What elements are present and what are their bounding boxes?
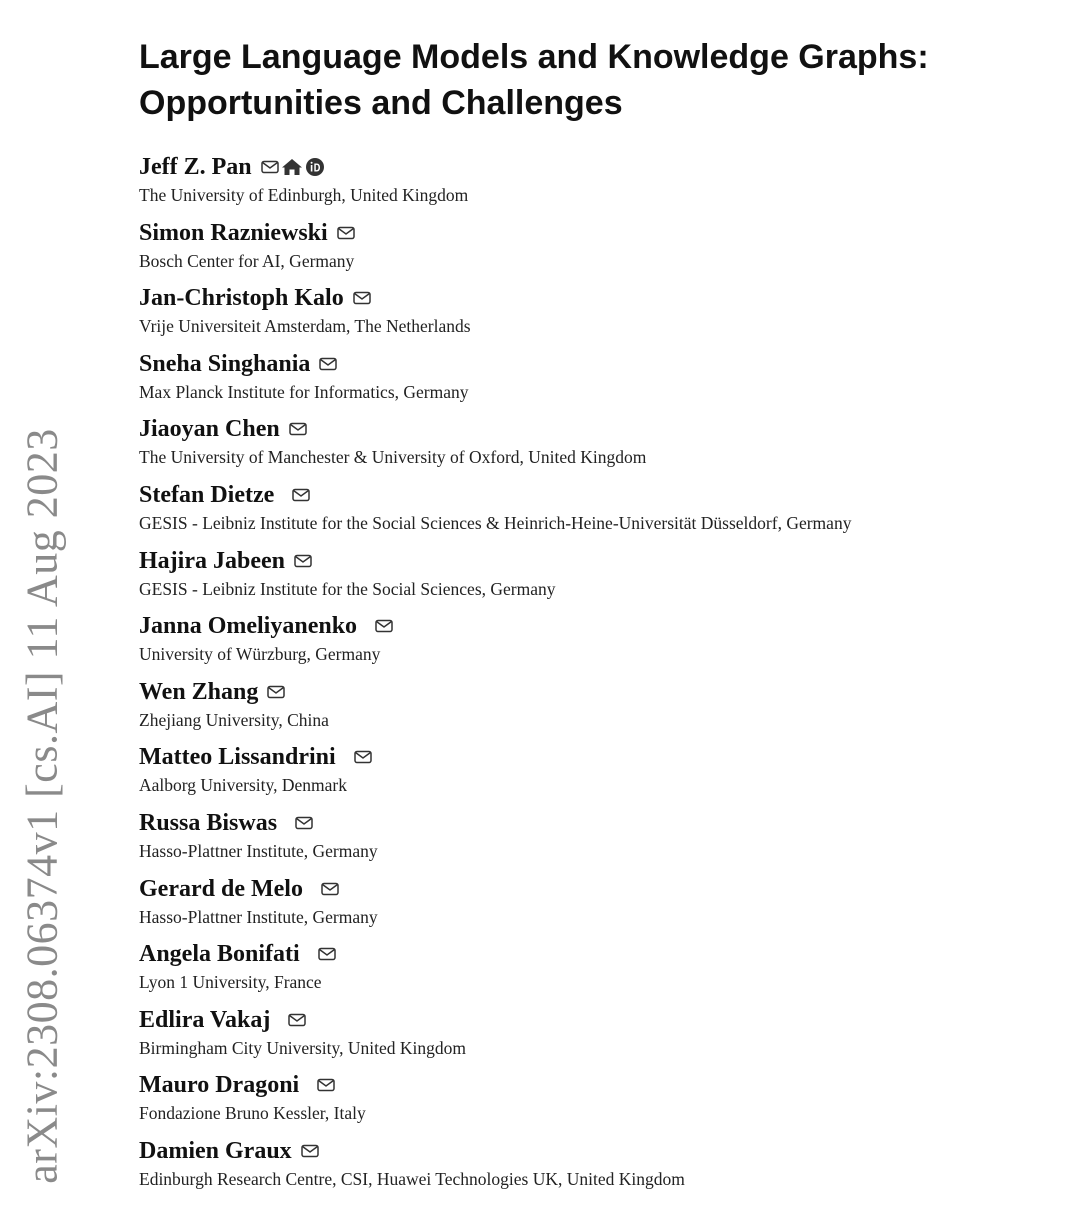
author-name: Simon Razniewski	[139, 219, 328, 246]
author-affiliation: Hasso-Plattner Institute, Germany	[139, 906, 378, 927]
email-icon[interactable]	[319, 354, 337, 374]
author-affiliation: Aalborg University, Denmark	[139, 775, 348, 796]
author-name: Stefan Dietze	[139, 481, 275, 508]
author-name: Janna Omeliyanenko	[139, 613, 358, 640]
author-entry	[139, 217, 1059, 283]
author-affiliation: The University of Edinburgh, United Kingdom	[139, 185, 469, 205]
author-affiliation: University of Würzburg, Germany	[139, 644, 381, 665]
email-icon[interactable]	[375, 616, 393, 636]
author-entry	[139, 348, 1059, 414]
author-affiliation: GESIS - Leibniz Institute for the Social Sciences, Germany	[139, 578, 556, 599]
arxiv-identifier-stamp: arXiv:2308.06374v1 [cs.AI] 11 Aug 2023	[17, 428, 67, 1184]
author-name: Mauro Dragoni	[139, 1072, 300, 1099]
author-entry	[139, 807, 1059, 873]
email-icon[interactable]	[301, 1141, 319, 1161]
author-affiliation: Edinburgh Research Centre, CSI, Huawei Technologies UK, United Kingdom	[139, 1168, 685, 1189]
author-affiliation: Vrije Universiteit Amsterdam, The Netherlands	[139, 316, 471, 337]
email-icon[interactable]	[288, 1010, 306, 1030]
email-icon[interactable]	[261, 157, 279, 177]
author-name: Edlira Vakaj	[139, 1006, 271, 1033]
author-name: Matteo Lissandrini	[139, 744, 336, 771]
author-affiliation: Fondazione Bruno Kessler, Italy	[139, 1103, 366, 1124]
title-line-2: Opportunities and Challenges	[139, 84, 623, 122]
home-icon[interactable]	[281, 157, 303, 177]
paper-title	[139, 34, 929, 126]
author-affiliation: Zhejiang University, China	[139, 709, 329, 730]
author-name: Jan-Christoph Kalo	[139, 285, 344, 312]
author-name: Sneha Singhania	[139, 350, 311, 377]
author-affiliation: Birmingham City University, United Kingdom	[139, 1037, 466, 1058]
email-icon[interactable]	[294, 551, 312, 571]
author-affiliation: Hasso-Plattner Institute, Germany	[139, 840, 378, 861]
author-entry	[139, 610, 1059, 676]
author-name: Russa Biswas	[139, 809, 278, 836]
author-entry	[139, 1069, 1059, 1135]
author-entry	[139, 676, 1059, 742]
email-icon[interactable]	[295, 813, 313, 833]
author-affiliation: Max Planck Institute for Informatics, Germany	[139, 381, 469, 402]
author-entry	[139, 479, 1059, 545]
author-name: Hajira Jabeen	[139, 547, 285, 574]
email-icon[interactable]	[337, 223, 355, 243]
author-name: Angela Bonifati	[139, 941, 300, 968]
author-list	[139, 151, 1059, 1201]
author-name: Gerard de Melo	[139, 875, 303, 902]
email-icon[interactable]	[317, 1075, 335, 1095]
author-entry	[139, 545, 1059, 611]
author-name: Jiaoyan Chen	[139, 416, 280, 443]
email-icon[interactable]	[321, 879, 339, 899]
email-icon[interactable]	[318, 944, 336, 964]
author-entry	[139, 282, 1059, 348]
author-entry	[139, 741, 1059, 807]
author-name: Damien Graux	[139, 1137, 292, 1164]
author-entry	[139, 1004, 1059, 1070]
author-name: Wen Zhang	[139, 678, 259, 705]
email-icon[interactable]	[289, 419, 307, 439]
author-entry	[139, 1135, 1059, 1201]
title-line-1: Large Language Models and Knowledge Graphs:	[139, 38, 929, 76]
email-icon[interactable]	[353, 288, 371, 308]
author-entry	[139, 413, 1059, 479]
author-name: Jeff Z. Pan	[139, 154, 252, 180]
author-entry	[139, 938, 1059, 1004]
author-affiliation: Bosch Center for AI, Germany	[139, 250, 355, 271]
email-icon[interactable]	[267, 682, 285, 702]
author-affiliation: The University of Manchester & University of Oxford, United Kingdom	[139, 447, 647, 468]
author-entry	[139, 873, 1059, 939]
author-affiliation: Lyon 1 University, France	[139, 972, 322, 993]
orcid-icon[interactable]	[305, 157, 325, 177]
email-icon[interactable]	[354, 747, 372, 767]
author-entry	[139, 151, 1059, 217]
email-icon[interactable]	[292, 485, 310, 505]
author-affiliation: GESIS - Leibniz Institute for the Social Sciences & Heinrich-Heine-Universität Düsseldorf, Germany	[139, 512, 852, 533]
